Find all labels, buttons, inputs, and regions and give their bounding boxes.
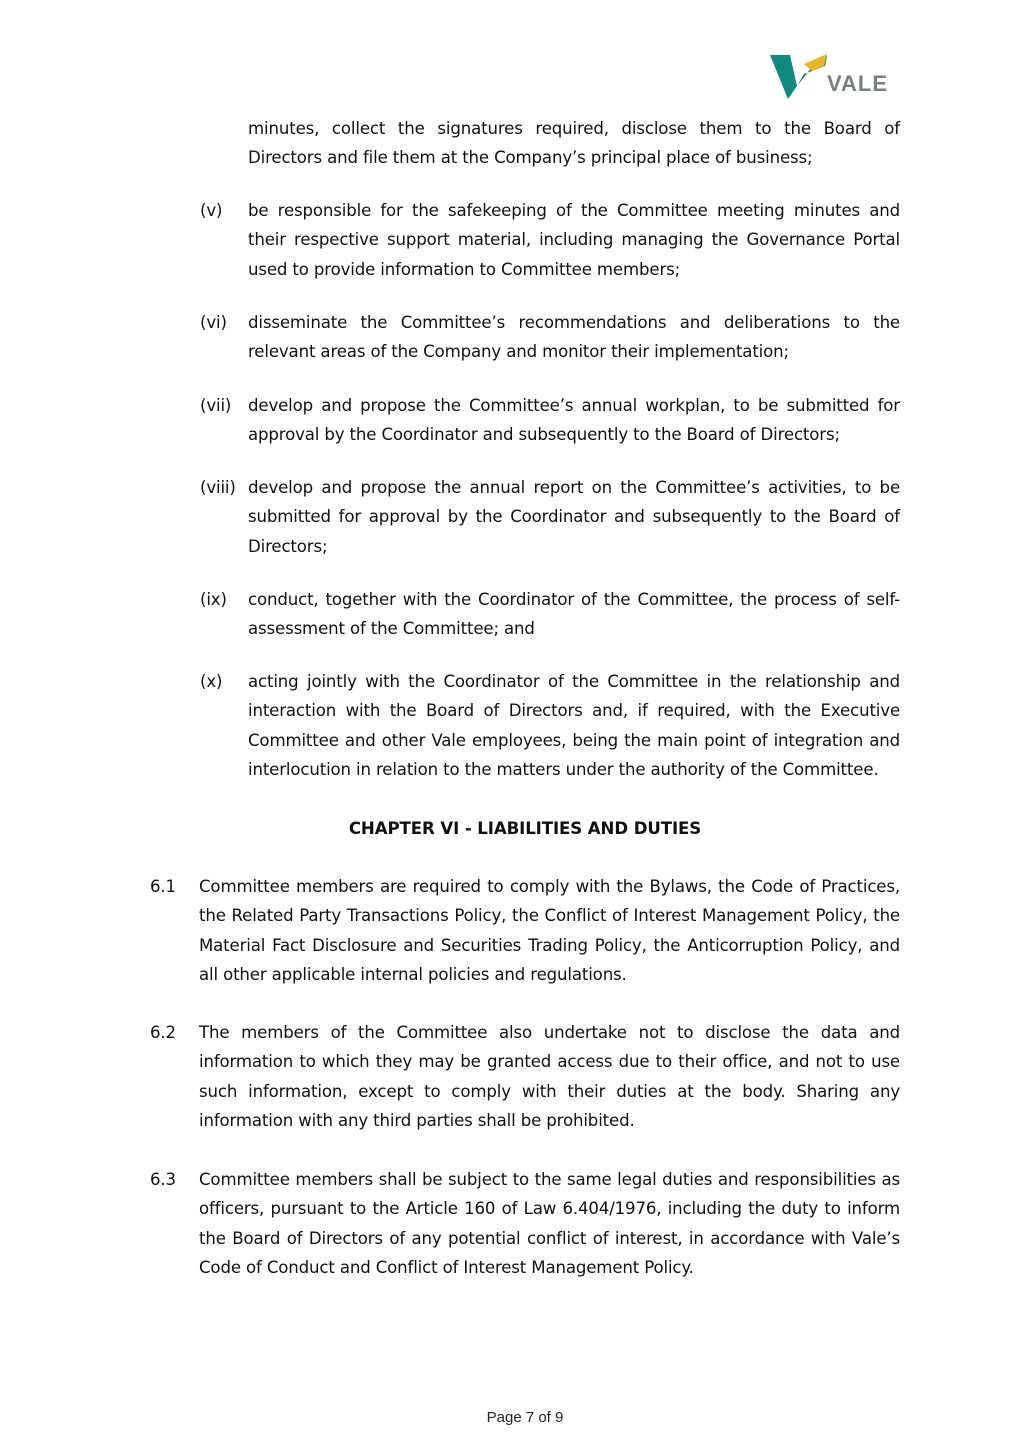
logo-wordmark: VALE bbox=[827, 71, 889, 96]
list-item-text: disseminate the Committee’s recommendations and deliberations to the relevant areas of the Company and monitor their implementation; bbox=[248, 313, 900, 362]
list-item-text: develop and propose the annual report on the Committee’s activities, to be submitted for approval by the Coordinator and subsequently to the Board of Directors; bbox=[248, 478, 900, 556]
list-item-text: conduct, together with the Coordinator of the Committee, the process of self-assessment of the Committee; and bbox=[248, 590, 900, 639]
list-item-label: (x) bbox=[200, 672, 223, 691]
section-text: The members of the Committee also undertake not to disclose the data and information to which they may be granted access due to their office, and not to use such information, except to comply with their duties at the body. Sharing any information with any third parties shall be prohibited. bbox=[199, 1023, 900, 1130]
vale-logo bbox=[768, 52, 888, 102]
list-item-continuation: minutes, collect the signatures required, disclose them to the Board of Directors and file them at the Company’s principal place of business; bbox=[248, 119, 900, 168]
section-number: 6.2 bbox=[150, 1023, 176, 1042]
list-item-label: (v) bbox=[200, 201, 223, 220]
list-item-text: develop and propose the Committee’s annual workplan, to be submitted for approval by the Coordinator and subsequently to the Board of Directors; bbox=[248, 396, 900, 445]
list-item-text: be responsible for the safekeeping of the Committee meeting minutes and their respective support material, including managing the Governance Portal used to provide information to Committee members; bbox=[248, 201, 900, 279]
vale-logo-icon bbox=[768, 52, 828, 100]
section-number: 6.1 bbox=[150, 877, 176, 896]
list-item-label: (vii) bbox=[200, 396, 232, 415]
list-item-label: (viii) bbox=[200, 478, 236, 497]
section-text: Committee members are required to comply with the Bylaws, the Code of Practices, the Related Party Transactions Policy, the Conflict of Interest Management Policy, the Material Fact Disclosure and Securities Trading Policy, the Anticorruption Policy, and all other applicable internal policies and regulations. bbox=[199, 877, 900, 984]
section-number: 6.3 bbox=[150, 1170, 176, 1189]
list-item-text: acting jointly with the Coordinator of the Committee in the relationship and interaction with the Board of Directors and, if required, with the Executive Committee and other Vale employees, being the main point of integration and interlocution in relation to the matters under the authority of the Committee. bbox=[248, 672, 900, 779]
page-number: Page 7 of 9 bbox=[486, 1409, 564, 1426]
list-item-label: (ix) bbox=[200, 590, 227, 609]
chapter-heading: CHAPTER VI - LIABILITIES AND DUTIES bbox=[348, 819, 702, 838]
list-item-label: (vi) bbox=[200, 313, 227, 332]
section-text: Committee members shall be subject to the same legal duties and responsibilities as officers, pursuant to the Article 160 of Law 6.404/1976, including the duty to inform the Board of Directors of any potential conflict of interest, in accordance with Vale’s Code of Conduct and Conflict of Interest Management Policy. bbox=[199, 1170, 900, 1277]
